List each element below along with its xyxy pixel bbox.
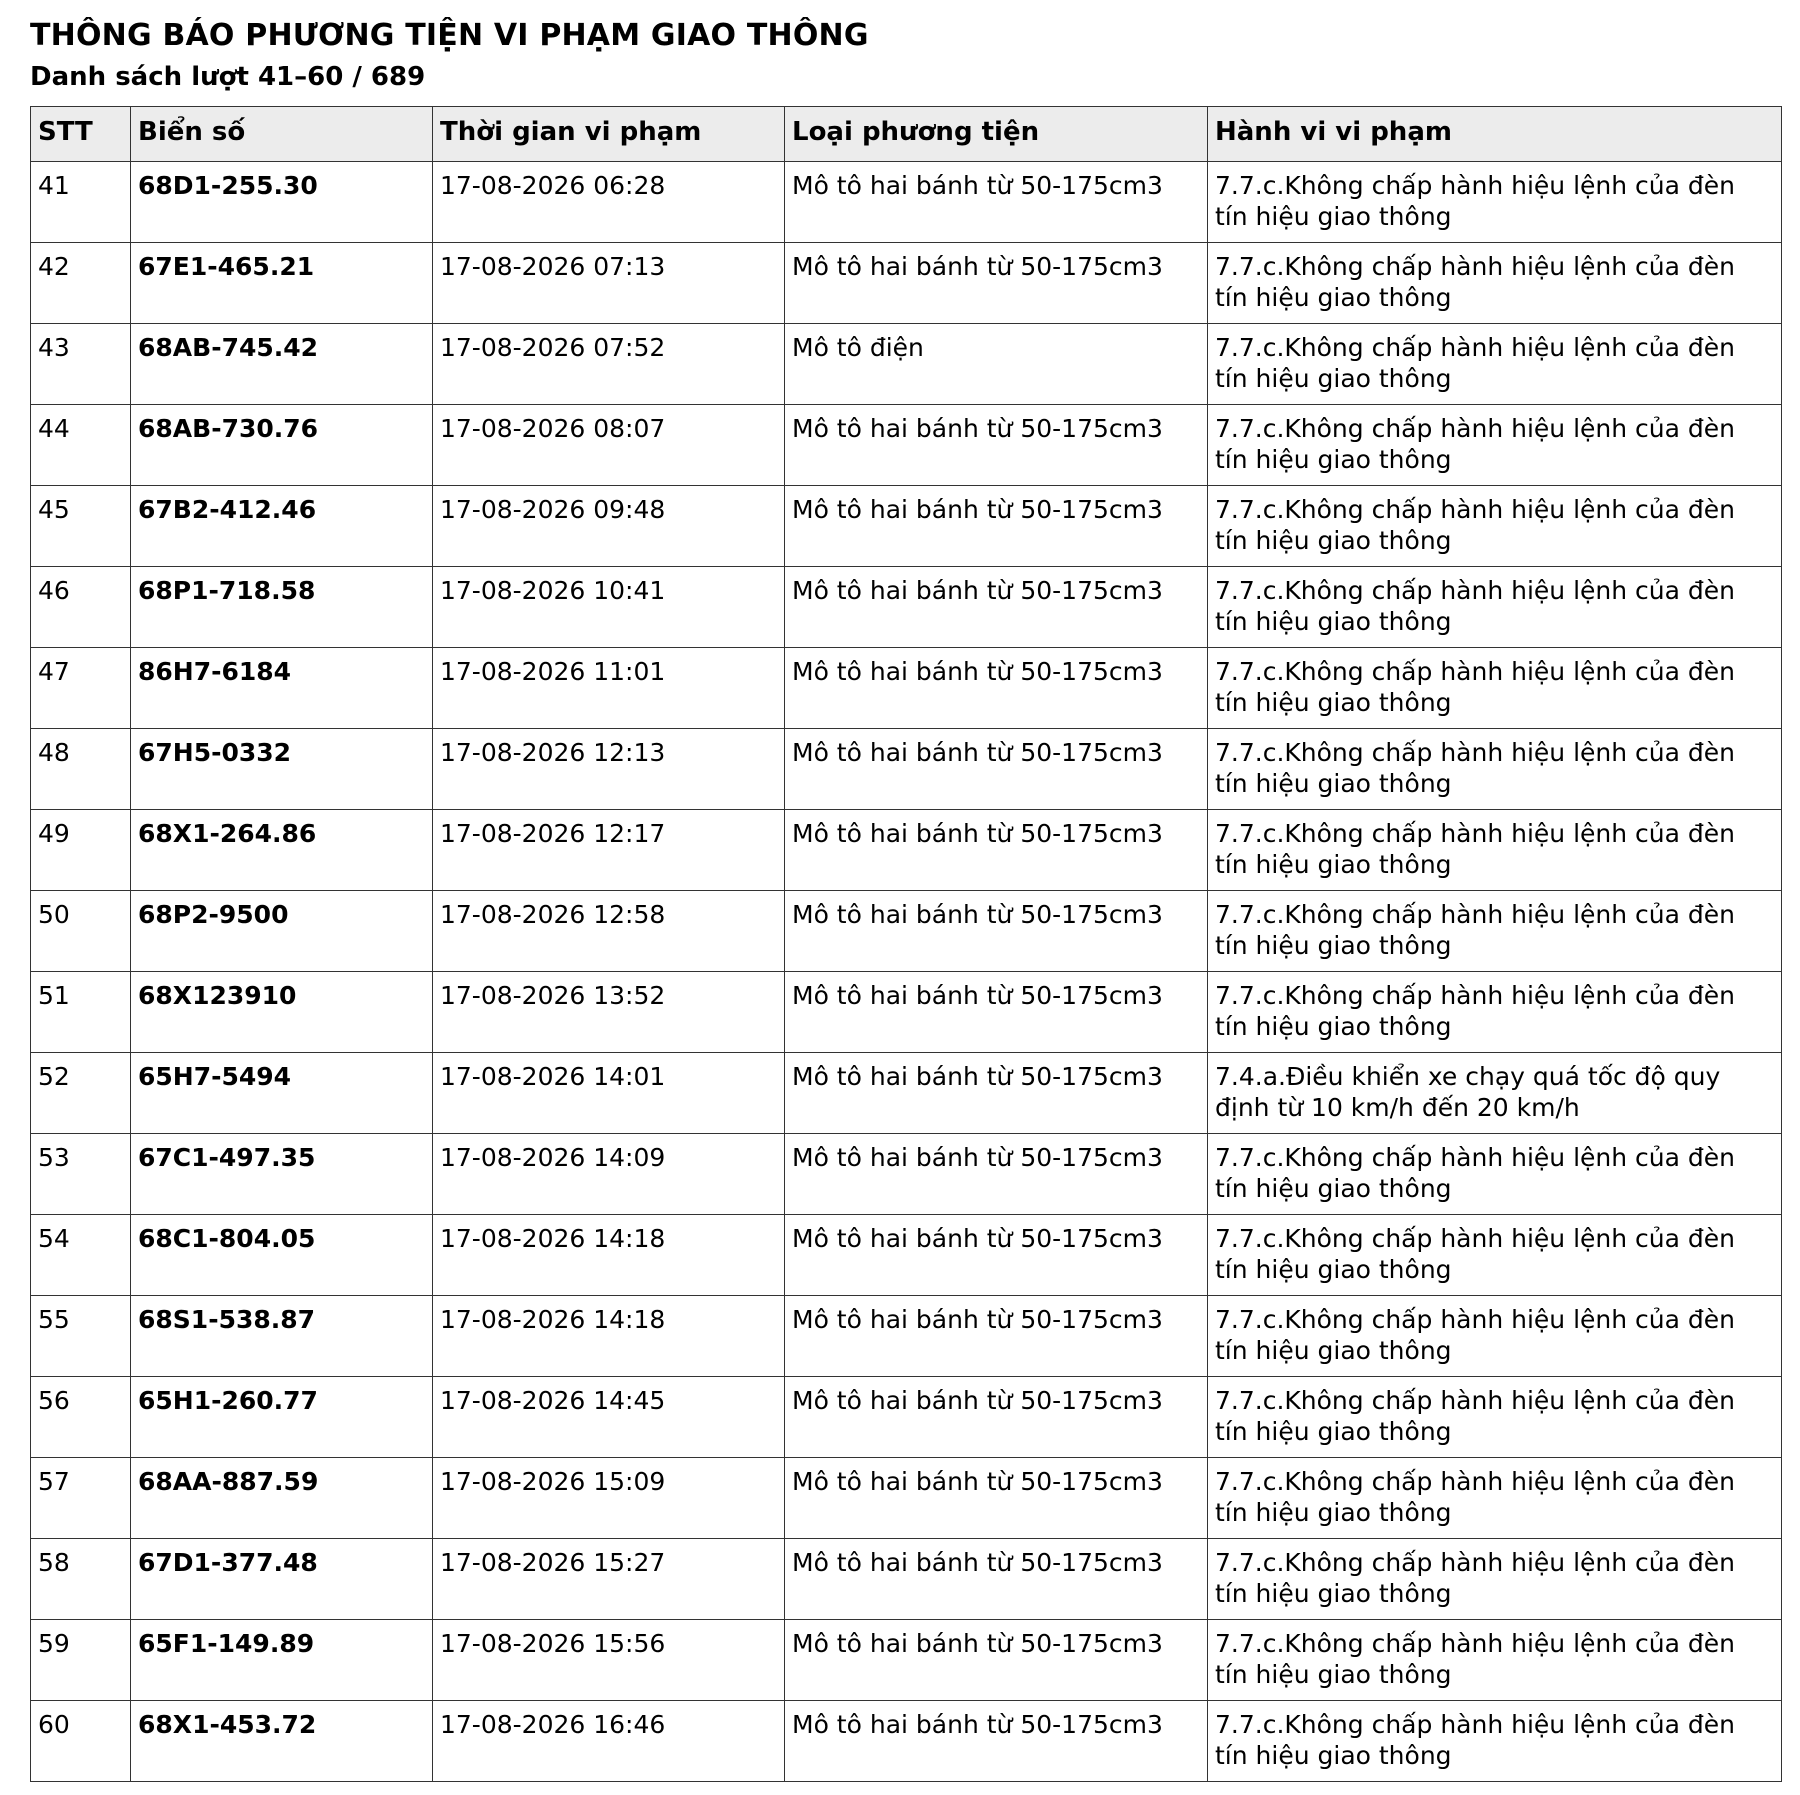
cell-plate: 68AB-745.42 xyxy=(131,324,433,405)
cell-time: 17-08-2026 12:58 xyxy=(433,891,785,972)
cell-stt: 59 xyxy=(31,1620,131,1701)
cell-plate: 65H7-5494 xyxy=(131,1053,433,1134)
cell-vehicle-type: Mô tô hai bánh từ 50-175cm3 xyxy=(785,1134,1208,1215)
cell-violation: 7.7.c.Không chấp hành hiệu lệnh của đèn tín hiệu giao thông xyxy=(1208,162,1782,243)
cell-plate: 67B2-412.46 xyxy=(131,486,433,567)
column-header-vehicle-type: Loại phương tiện xyxy=(785,107,1208,162)
cell-stt: 44 xyxy=(31,405,131,486)
cell-vehicle-type: Mô tô hai bánh từ 50-175cm3 xyxy=(785,1296,1208,1377)
cell-vehicle-type: Mô tô hai bánh từ 50-175cm3 xyxy=(785,1620,1208,1701)
cell-time: 17-08-2026 13:52 xyxy=(433,972,785,1053)
cell-violation: 7.7.c.Không chấp hành hiệu lệnh của đèn tín hiệu giao thông xyxy=(1208,486,1782,567)
cell-vehicle-type: Mô tô hai bánh từ 50-175cm3 xyxy=(785,162,1208,243)
cell-plate: 68X1-264.86 xyxy=(131,810,433,891)
table-row xyxy=(31,972,1782,1053)
cell-vehicle-type: Mô tô hai bánh từ 50-175cm3 xyxy=(785,891,1208,972)
cell-violation: 7.7.c.Không chấp hành hiệu lệnh của đèn tín hiệu giao thông xyxy=(1208,1620,1782,1701)
cell-time: 17-08-2026 14:18 xyxy=(433,1215,785,1296)
cell-vehicle-type: Mô tô hai bánh từ 50-175cm3 xyxy=(785,405,1208,486)
cell-violation: 7.4.a.Điều khiển xe chạy quá tốc độ quy định từ 10 km/h đến 20 km/h xyxy=(1208,1053,1782,1134)
cell-time: 17-08-2026 12:13 xyxy=(433,729,785,810)
cell-plate: 68D1-255.30 xyxy=(131,162,433,243)
table-row xyxy=(31,1458,1782,1539)
cell-vehicle-type: Mô tô hai bánh từ 50-175cm3 xyxy=(785,1053,1208,1134)
cell-vehicle-type: Mô tô hai bánh từ 50-175cm3 xyxy=(785,243,1208,324)
cell-stt: 48 xyxy=(31,729,131,810)
cell-plate: 65F1-149.89 xyxy=(131,1620,433,1701)
cell-violation: 7.7.c.Không chấp hành hiệu lệnh của đèn tín hiệu giao thông xyxy=(1208,1377,1782,1458)
cell-stt: 49 xyxy=(31,810,131,891)
cell-violation: 7.7.c.Không chấp hành hiệu lệnh của đèn tín hiệu giao thông xyxy=(1208,1458,1782,1539)
table-row xyxy=(31,1377,1782,1458)
table-row xyxy=(31,567,1782,648)
cell-time: 17-08-2026 10:41 xyxy=(433,567,785,648)
cell-stt: 52 xyxy=(31,1053,131,1134)
table-row xyxy=(31,648,1782,729)
cell-stt: 43 xyxy=(31,324,131,405)
cell-plate: 86H7-6184 xyxy=(131,648,433,729)
cell-time: 17-08-2026 07:13 xyxy=(433,243,785,324)
table-row xyxy=(31,810,1782,891)
cell-stt: 46 xyxy=(31,567,131,648)
table-row xyxy=(31,1134,1782,1215)
column-header-stt: STT xyxy=(31,107,131,162)
cell-stt: 51 xyxy=(31,972,131,1053)
cell-plate: 68P1-718.58 xyxy=(131,567,433,648)
cell-vehicle-type: Mô tô hai bánh từ 50-175cm3 xyxy=(785,1458,1208,1539)
table-row xyxy=(31,1296,1782,1377)
cell-vehicle-type: Mô tô hai bánh từ 50-175cm3 xyxy=(785,1701,1208,1782)
cell-vehicle-type: Mô tô hai bánh từ 50-175cm3 xyxy=(785,648,1208,729)
table-row xyxy=(31,324,1782,405)
cell-violation: 7.7.c.Không chấp hành hiệu lệnh của đèn tín hiệu giao thông xyxy=(1208,810,1782,891)
cell-vehicle-type: Mô tô hai bánh từ 50-175cm3 xyxy=(785,1539,1208,1620)
cell-stt: 41 xyxy=(31,162,131,243)
cell-time: 17-08-2026 09:48 xyxy=(433,486,785,567)
table-row xyxy=(31,486,1782,567)
cell-time: 17-08-2026 12:17 xyxy=(433,810,785,891)
page-subtitle: Danh sách lượt 41–60 / 689 xyxy=(30,62,426,92)
cell-vehicle-type: Mô tô hai bánh từ 50-175cm3 xyxy=(785,810,1208,891)
table-row xyxy=(31,1053,1782,1134)
cell-violation: 7.7.c.Không chấp hành hiệu lệnh của đèn tín hiệu giao thông xyxy=(1208,243,1782,324)
cell-time: 17-08-2026 16:46 xyxy=(433,1701,785,1782)
cell-plate: 68C1-804.05 xyxy=(131,1215,433,1296)
cell-time: 17-08-2026 14:01 xyxy=(433,1053,785,1134)
cell-vehicle-type: Mô tô hai bánh từ 50-175cm3 xyxy=(785,1215,1208,1296)
table-header xyxy=(31,107,1782,162)
cell-stt: 60 xyxy=(31,1701,131,1782)
header-row xyxy=(31,107,1782,162)
cell-time: 17-08-2026 15:56 xyxy=(433,1620,785,1701)
table-row xyxy=(31,243,1782,324)
cell-plate: 68AB-730.76 xyxy=(131,405,433,486)
cell-violation: 7.7.c.Không chấp hành hiệu lệnh của đèn tín hiệu giao thông xyxy=(1208,729,1782,810)
cell-violation: 7.7.c.Không chấp hành hiệu lệnh của đèn tín hiệu giao thông xyxy=(1208,405,1782,486)
cell-vehicle-type: Mô tô hai bánh từ 50-175cm3 xyxy=(785,567,1208,648)
cell-violation: 7.7.c.Không chấp hành hiệu lệnh của đèn tín hiệu giao thông xyxy=(1208,891,1782,972)
cell-plate: 67D1-377.48 xyxy=(131,1539,433,1620)
table-row xyxy=(31,405,1782,486)
cell-stt: 56 xyxy=(31,1377,131,1458)
table-row xyxy=(31,891,1782,972)
cell-stt: 57 xyxy=(31,1458,131,1539)
cell-violation: 7.7.c.Không chấp hành hiệu lệnh của đèn tín hiệu giao thông xyxy=(1208,1701,1782,1782)
cell-time: 17-08-2026 08:07 xyxy=(433,405,785,486)
cell-violation: 7.7.c.Không chấp hành hiệu lệnh của đèn tín hiệu giao thông xyxy=(1208,324,1782,405)
cell-vehicle-type: Mô tô hai bánh từ 50-175cm3 xyxy=(785,729,1208,810)
violations-table xyxy=(30,106,1782,1782)
table-row xyxy=(31,1620,1782,1701)
cell-violation: 7.7.c.Không chấp hành hiệu lệnh của đèn tín hiệu giao thông xyxy=(1208,1134,1782,1215)
cell-vehicle-type: Mô tô hai bánh từ 50-175cm3 xyxy=(785,972,1208,1053)
cell-time: 17-08-2026 11:01 xyxy=(433,648,785,729)
cell-time: 17-08-2026 15:09 xyxy=(433,1458,785,1539)
cell-plate: 67H5-0332 xyxy=(131,729,433,810)
column-header-plate: Biển số xyxy=(131,107,433,162)
cell-stt: 47 xyxy=(31,648,131,729)
cell-violation: 7.7.c.Không chấp hành hiệu lệnh của đèn tín hiệu giao thông xyxy=(1208,567,1782,648)
cell-stt: 53 xyxy=(31,1134,131,1215)
cell-plate: 67C1-497.35 xyxy=(131,1134,433,1215)
cell-vehicle-type: Mô tô hai bánh từ 50-175cm3 xyxy=(785,1377,1208,1458)
table-row xyxy=(31,1539,1782,1620)
table-body xyxy=(31,162,1782,1782)
table-row xyxy=(31,162,1782,243)
cell-plate: 68P2-9500 xyxy=(131,891,433,972)
cell-vehicle-type: Mô tô hai bánh từ 50-175cm3 xyxy=(785,486,1208,567)
cell-violation: 7.7.c.Không chấp hành hiệu lệnh của đèn tín hiệu giao thông xyxy=(1208,648,1782,729)
cell-plate: 68X123910 xyxy=(131,972,433,1053)
cell-stt: 58 xyxy=(31,1539,131,1620)
cell-plate: 65H1-260.77 xyxy=(131,1377,433,1458)
cell-violation: 7.7.c.Không chấp hành hiệu lệnh của đèn tín hiệu giao thông xyxy=(1208,972,1782,1053)
cell-violation: 7.7.c.Không chấp hành hiệu lệnh của đèn tín hiệu giao thông xyxy=(1208,1296,1782,1377)
cell-plate: 68AA-887.59 xyxy=(131,1458,433,1539)
cell-time: 17-08-2026 15:27 xyxy=(433,1539,785,1620)
cell-vehicle-type: Mô tô điện xyxy=(785,324,1208,405)
page-title: THÔNG BÁO PHƯƠNG TIỆN VI PHẠM GIAO THÔNG xyxy=(30,18,869,53)
column-header-violation: Hành vi vi phạm xyxy=(1208,107,1782,162)
table-row xyxy=(31,729,1782,810)
cell-stt: 54 xyxy=(31,1215,131,1296)
cell-plate: 67E1-465.21 xyxy=(131,243,433,324)
cell-stt: 55 xyxy=(31,1296,131,1377)
table-row xyxy=(31,1701,1782,1782)
cell-time: 17-08-2026 14:45 xyxy=(433,1377,785,1458)
table-row xyxy=(31,1215,1782,1296)
cell-stt: 50 xyxy=(31,891,131,972)
column-header-time: Thời gian vi phạm xyxy=(433,107,785,162)
cell-time: 17-08-2026 06:28 xyxy=(433,162,785,243)
cell-stt: 42 xyxy=(31,243,131,324)
cell-violation: 7.7.c.Không chấp hành hiệu lệnh của đèn tín hiệu giao thông xyxy=(1208,1539,1782,1620)
cell-stt: 45 xyxy=(31,486,131,567)
cell-plate: 68S1-538.87 xyxy=(131,1296,433,1377)
cell-plate: 68X1-453.72 xyxy=(131,1701,433,1782)
cell-time: 17-08-2026 07:52 xyxy=(433,324,785,405)
cell-time: 17-08-2026 14:09 xyxy=(433,1134,785,1215)
cell-time: 17-08-2026 14:18 xyxy=(433,1296,785,1377)
cell-violation: 7.7.c.Không chấp hành hiệu lệnh của đèn tín hiệu giao thông xyxy=(1208,1215,1782,1296)
